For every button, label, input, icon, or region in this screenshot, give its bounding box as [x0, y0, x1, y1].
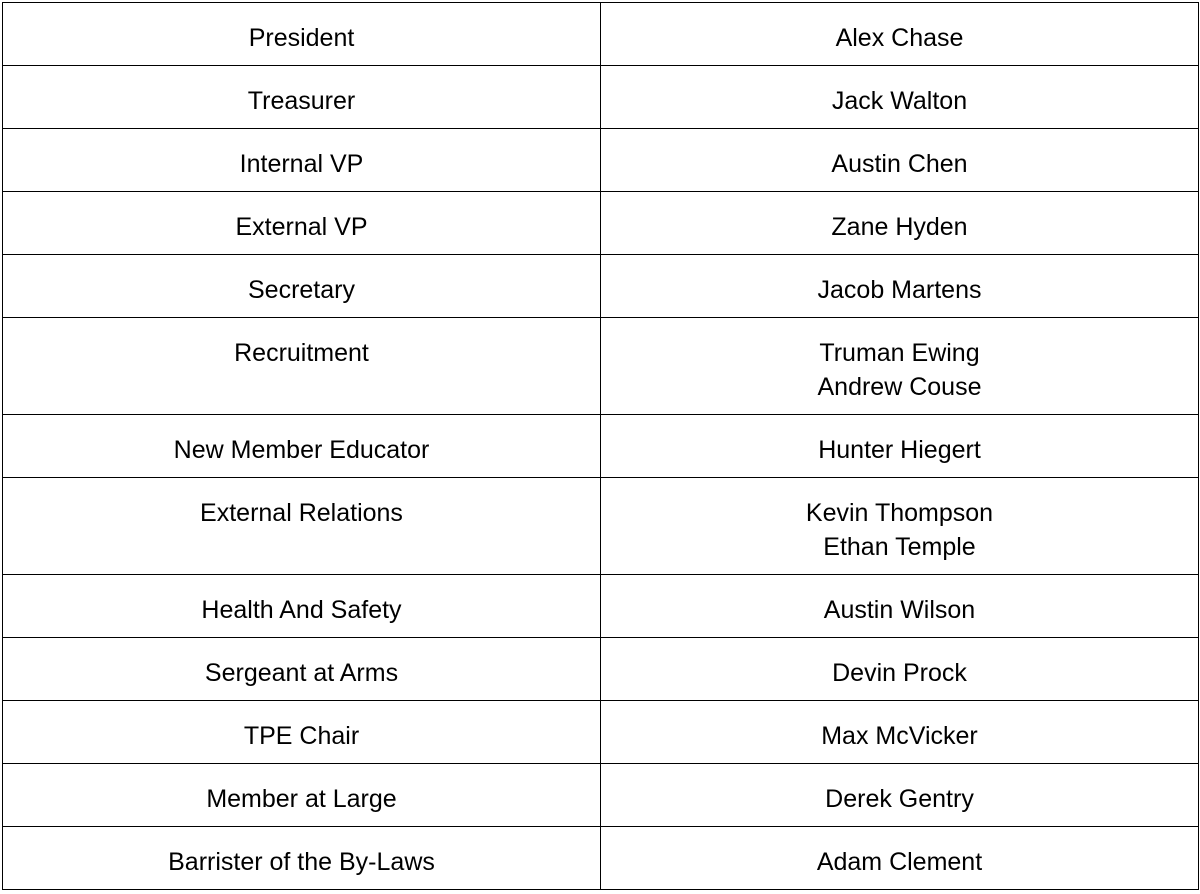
position-cell: Recruitment: [3, 318, 601, 415]
officer-name-cell: [601, 575, 1199, 638]
position-cell: Treasurer: [3, 66, 601, 129]
table-row: [3, 478, 1199, 575]
officer-name-cell: [601, 3, 1199, 66]
position-cell: External VP: [3, 192, 601, 255]
officer-name: Truman Ewing: [819, 339, 980, 367]
position-cell: Secretary: [3, 255, 601, 318]
officer-name: Ethan Temple: [823, 533, 976, 561]
position-cell: Member at Large: [3, 764, 601, 827]
officer-name: Jacob Martens: [817, 276, 982, 304]
officer-name: Andrew Couse: [817, 373, 982, 401]
position-cell: Barrister of the By-Laws: [3, 827, 601, 890]
table-row: [3, 701, 1199, 764]
officer-name: Austin Wilson: [823, 596, 976, 624]
position-cell: Internal VP: [3, 129, 601, 192]
officer-name: Zane Hyden: [831, 213, 968, 241]
table-row: [3, 255, 1199, 318]
table-row: [3, 415, 1199, 478]
officer-name: Alex Chase: [835, 24, 964, 52]
position-cell: TPE Chair: [3, 701, 601, 764]
officer-name: Derek Gentry: [825, 785, 974, 813]
officer-name: Devin Prock: [832, 659, 967, 687]
officer-name-cell: [601, 827, 1199, 890]
position-cell: Health And Safety: [3, 575, 601, 638]
officer-name: Austin Chen: [831, 150, 968, 178]
officer-name-cell: [601, 129, 1199, 192]
table-row: [3, 764, 1199, 827]
table-row: [3, 575, 1199, 638]
officer-name-cell: [601, 255, 1199, 318]
officer-name: Hunter Hiegert: [818, 436, 981, 464]
table-row: [3, 129, 1199, 192]
table-row: [3, 66, 1199, 129]
officer-name-cell: [601, 764, 1199, 827]
officer-roster-body: [3, 3, 1199, 890]
table-row: [3, 827, 1199, 890]
officer-name: Jack Walton: [831, 87, 968, 115]
officer-name-cell: [601, 478, 1199, 575]
table-row: [3, 638, 1199, 701]
officer-name-cell: [601, 638, 1199, 701]
officer-name: Kevin Thompson: [805, 499, 994, 527]
officer-name-cell: [601, 415, 1199, 478]
officer-name: Adam Clement: [816, 848, 983, 876]
position-cell: External Relations: [3, 478, 601, 575]
officer-name-cell: [601, 318, 1199, 415]
officer-name: Max McVicker: [821, 722, 978, 750]
officer-name-cell: [601, 701, 1199, 764]
officer-name-cell: [601, 192, 1199, 255]
position-cell: Sergeant at Arms: [3, 638, 601, 701]
table-row: [3, 3, 1199, 66]
position-cell: New Member Educator: [3, 415, 601, 478]
officer-roster-table: [2, 2, 1199, 890]
position-cell: President: [3, 3, 601, 66]
table-row: [3, 192, 1199, 255]
officer-name-cell: [601, 66, 1199, 129]
table-row: [3, 318, 1199, 415]
